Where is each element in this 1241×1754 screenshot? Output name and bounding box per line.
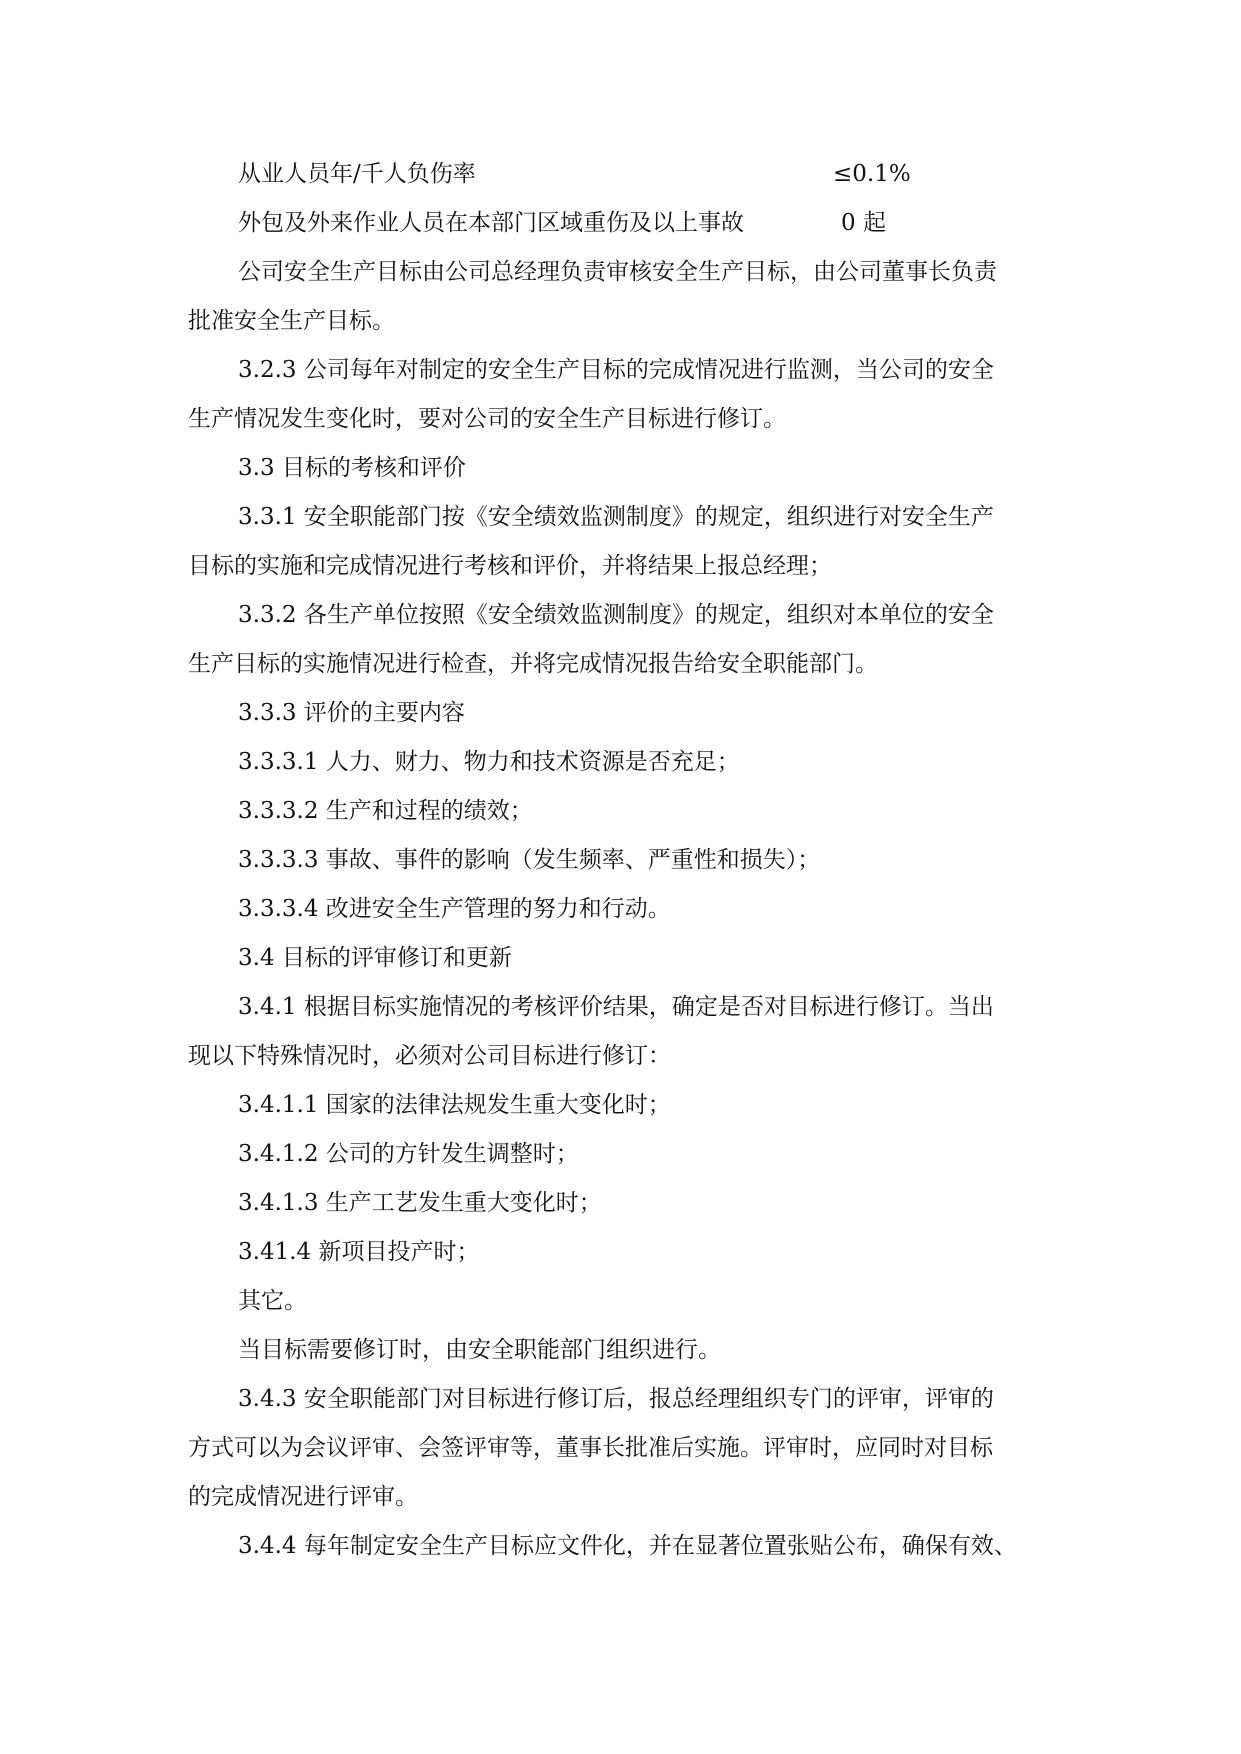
paragraph-3-3-2-line-2: 生产目标的实施情况进行检查，并将完成情况报告给安全职能部门。	[188, 651, 878, 677]
paragraph-line	[0, 301, 1241, 341]
paragraph-line	[0, 595, 1241, 635]
paragraph-revise: 当目标需要修订时，由安全职能部门组织进行。	[238, 1337, 721, 1363]
list-item	[0, 1183, 1241, 1223]
paragraph-line	[0, 497, 1241, 537]
item-3-3-3-4: 3.3.3.4 改进安全生产管理的努力和行动。	[238, 896, 671, 922]
heading-3-3: 3.3 目标的考核和评价	[238, 455, 466, 481]
paragraph-3-4-1-line-1: 3.4.1 根据目标实施情况的考核评价结果，确定是否对目标进行修订。当出	[238, 994, 994, 1020]
paragraph-line	[0, 1330, 1241, 1370]
paragraph-3-3-1-line-2: 目标的实施和完成情况进行考核和评价，并将结果上报总经理；	[188, 553, 832, 579]
list-item	[0, 742, 1241, 782]
list-item	[0, 889, 1241, 929]
paragraph-line	[0, 350, 1241, 390]
item-3-4-1-1: 3.4.1.1 国家的法律法规发生重大变化时；	[238, 1092, 671, 1118]
list-item	[0, 1085, 1241, 1125]
item-3-4-1-4: 3.41.4 新项目投产时；	[238, 1239, 480, 1265]
section-heading	[0, 693, 1241, 733]
item-3-3-3-2: 3.3.3.2 生产和过程的绩效；	[238, 798, 533, 824]
target-row-injury-rate	[0, 154, 1241, 194]
target-label: 从业人员年/千人负伤率	[238, 161, 476, 187]
target-value: 0 起	[841, 210, 886, 236]
list-item	[0, 1281, 1241, 1321]
paragraph-line	[0, 399, 1241, 439]
item-3-3-3-1: 3.3.3.1 人力、财力、物力和技术资源是否充足；	[238, 749, 740, 775]
paragraph-line	[0, 1036, 1241, 1076]
paragraph-line	[0, 1379, 1241, 1419]
paragraph-3-4-1-line-2: 现以下特殊情况时，必须对公司目标进行修订：	[188, 1043, 671, 1069]
item-3-4-1-3: 3.4.1.3 生产工艺发生重大变化时；	[238, 1190, 602, 1216]
paragraph-line	[0, 644, 1241, 684]
paragraph-approval-line-2: 批准安全生产目标。	[188, 308, 395, 334]
paragraph-line	[0, 1477, 1241, 1517]
paragraph-3-4-3-line-1: 3.4.3 安全职能部门对目标进行修订后，报总经理组织专门的评审，评审的	[238, 1386, 994, 1412]
section-heading	[0, 448, 1241, 488]
item-3-3-3-3: 3.3.3.3 事故、事件的影响（发生频率、严重性和损失）；	[238, 847, 821, 873]
paragraph-line	[0, 546, 1241, 586]
paragraph-line	[0, 987, 1241, 1027]
list-item	[0, 1134, 1241, 1174]
item-other: 其它。	[238, 1288, 307, 1314]
item-3-4-1-2: 3.4.1.2 公司的方针发生调整时；	[238, 1141, 579, 1167]
target-row-outsourced-accidents	[0, 203, 1241, 243]
paragraph-3-4-3-line-2: 方式可以为会议评审、会签评审等，董事长批准后实施。评审时，应同时对目标	[188, 1435, 993, 1461]
heading-3-4: 3.4 目标的评审修订和更新	[238, 945, 512, 971]
target-label: 外包及外来作业人员在本部门区域重伤及以上事故	[238, 210, 744, 236]
paragraph-3-2-3-line-1: 3.2.3 公司每年对制定的安全生产目标的完成情况进行监测，当公司的安全	[238, 357, 994, 383]
list-item	[0, 1232, 1241, 1272]
target-value: ≤0.1%	[833, 161, 911, 187]
list-item	[0, 791, 1241, 831]
section-heading	[0, 938, 1241, 978]
paragraph-3-3-2-line-1: 3.3.2 各生产单位按照《安全绩效监测制度》的规定，组织对本单位的安全	[238, 602, 994, 628]
paragraph-3-2-3-line-2: 生产情况发生变化时，要对公司的安全生产目标进行修订。	[188, 406, 786, 432]
paragraph-3-3-1-line-1: 3.3.1 安全职能部门按《安全绩效监测制度》的规定，组织进行对安全生产	[238, 504, 994, 530]
paragraph-3-4-3-line-3: 的完成情况进行评审。	[188, 1484, 418, 1510]
paragraph-line	[0, 1526, 1241, 1566]
paragraph-line	[0, 252, 1241, 292]
list-item	[0, 840, 1241, 880]
paragraph-line	[0, 1428, 1241, 1468]
paragraph-3-4-4-line-1: 3.4.4 每年制定安全生产目标应文件化，并在显著位置张贴公布，确保有效、	[238, 1533, 1017, 1559]
paragraph-approval-line-1: 公司安全生产目标由公司总经理负责审核安全生产目标，由公司董事长负责	[238, 259, 997, 285]
heading-3-3-3: 3.3.3 评价的主要内容	[238, 700, 465, 726]
